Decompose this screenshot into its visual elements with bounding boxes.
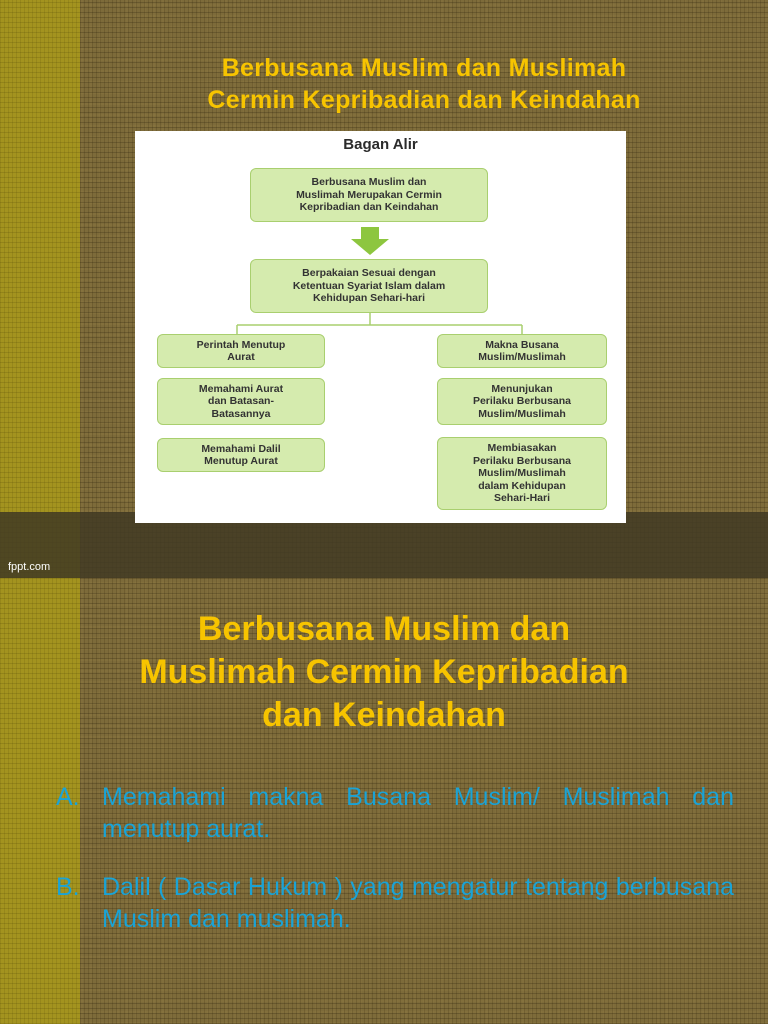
box-top: Berbusana Muslim dan Muslimah Merupakan Cermin Kepribadian dan Keindahan — [250, 168, 488, 222]
list-item — [56, 781, 734, 845]
slide-2 — [0, 578, 768, 1024]
diagram-title: Bagan Alir — [343, 136, 418, 153]
content-list — [56, 781, 734, 961]
title-line-1: Berbusana Muslim dan Muslimah — [221, 54, 627, 82]
box-middle: Berpakaian Sesuai dengan Ketentuan Syariat Islam dalam Kehidupan Sehari-hari — [250, 259, 488, 313]
slide-2-title: Berbusana Muslim dan Muslimah Cermin Kepribadian dan Keindahan — [139, 610, 629, 734]
flow-diagram — [135, 131, 626, 523]
list-item-text: Dalil ( Dasar Hukum ) yang mengatur tentang berbusana Muslim dan muslimah. — [102, 873, 734, 933]
slide-1-title — [80, 52, 768, 116]
list-item-text: Memahami makna Busana Muslim/ Muslimah dan menutup aurat. — [102, 783, 734, 843]
box-right-1: Makna Busana Muslim/Muslimah — [437, 334, 607, 368]
box-left-3: Memahami Dalil Menutup Aurat — [157, 438, 325, 472]
box-left-2: Memahami Aurat dan Batasan- Batasannya — [157, 378, 325, 425]
accent-strip — [0, 0, 80, 578]
box-right-3: Membiasakan Perilaku Berbusana Muslim/Muslimah dalam Kehidupan Sehari-Hari — [437, 437, 607, 510]
down-arrow-icon — [351, 227, 389, 255]
list-marker: A. — [56, 783, 80, 811]
box-left-1: Perintah Menutup Aurat — [157, 334, 325, 368]
footer-brand: fppt.com — [8, 561, 51, 573]
list-marker: B. — [56, 873, 80, 901]
box-right-2: Menunjukan Perilaku Berbusana Muslim/Muslimah — [437, 378, 607, 425]
list-item — [56, 871, 734, 935]
title-line-2: Cermin Kepribadian dan Keindahan — [207, 86, 641, 114]
